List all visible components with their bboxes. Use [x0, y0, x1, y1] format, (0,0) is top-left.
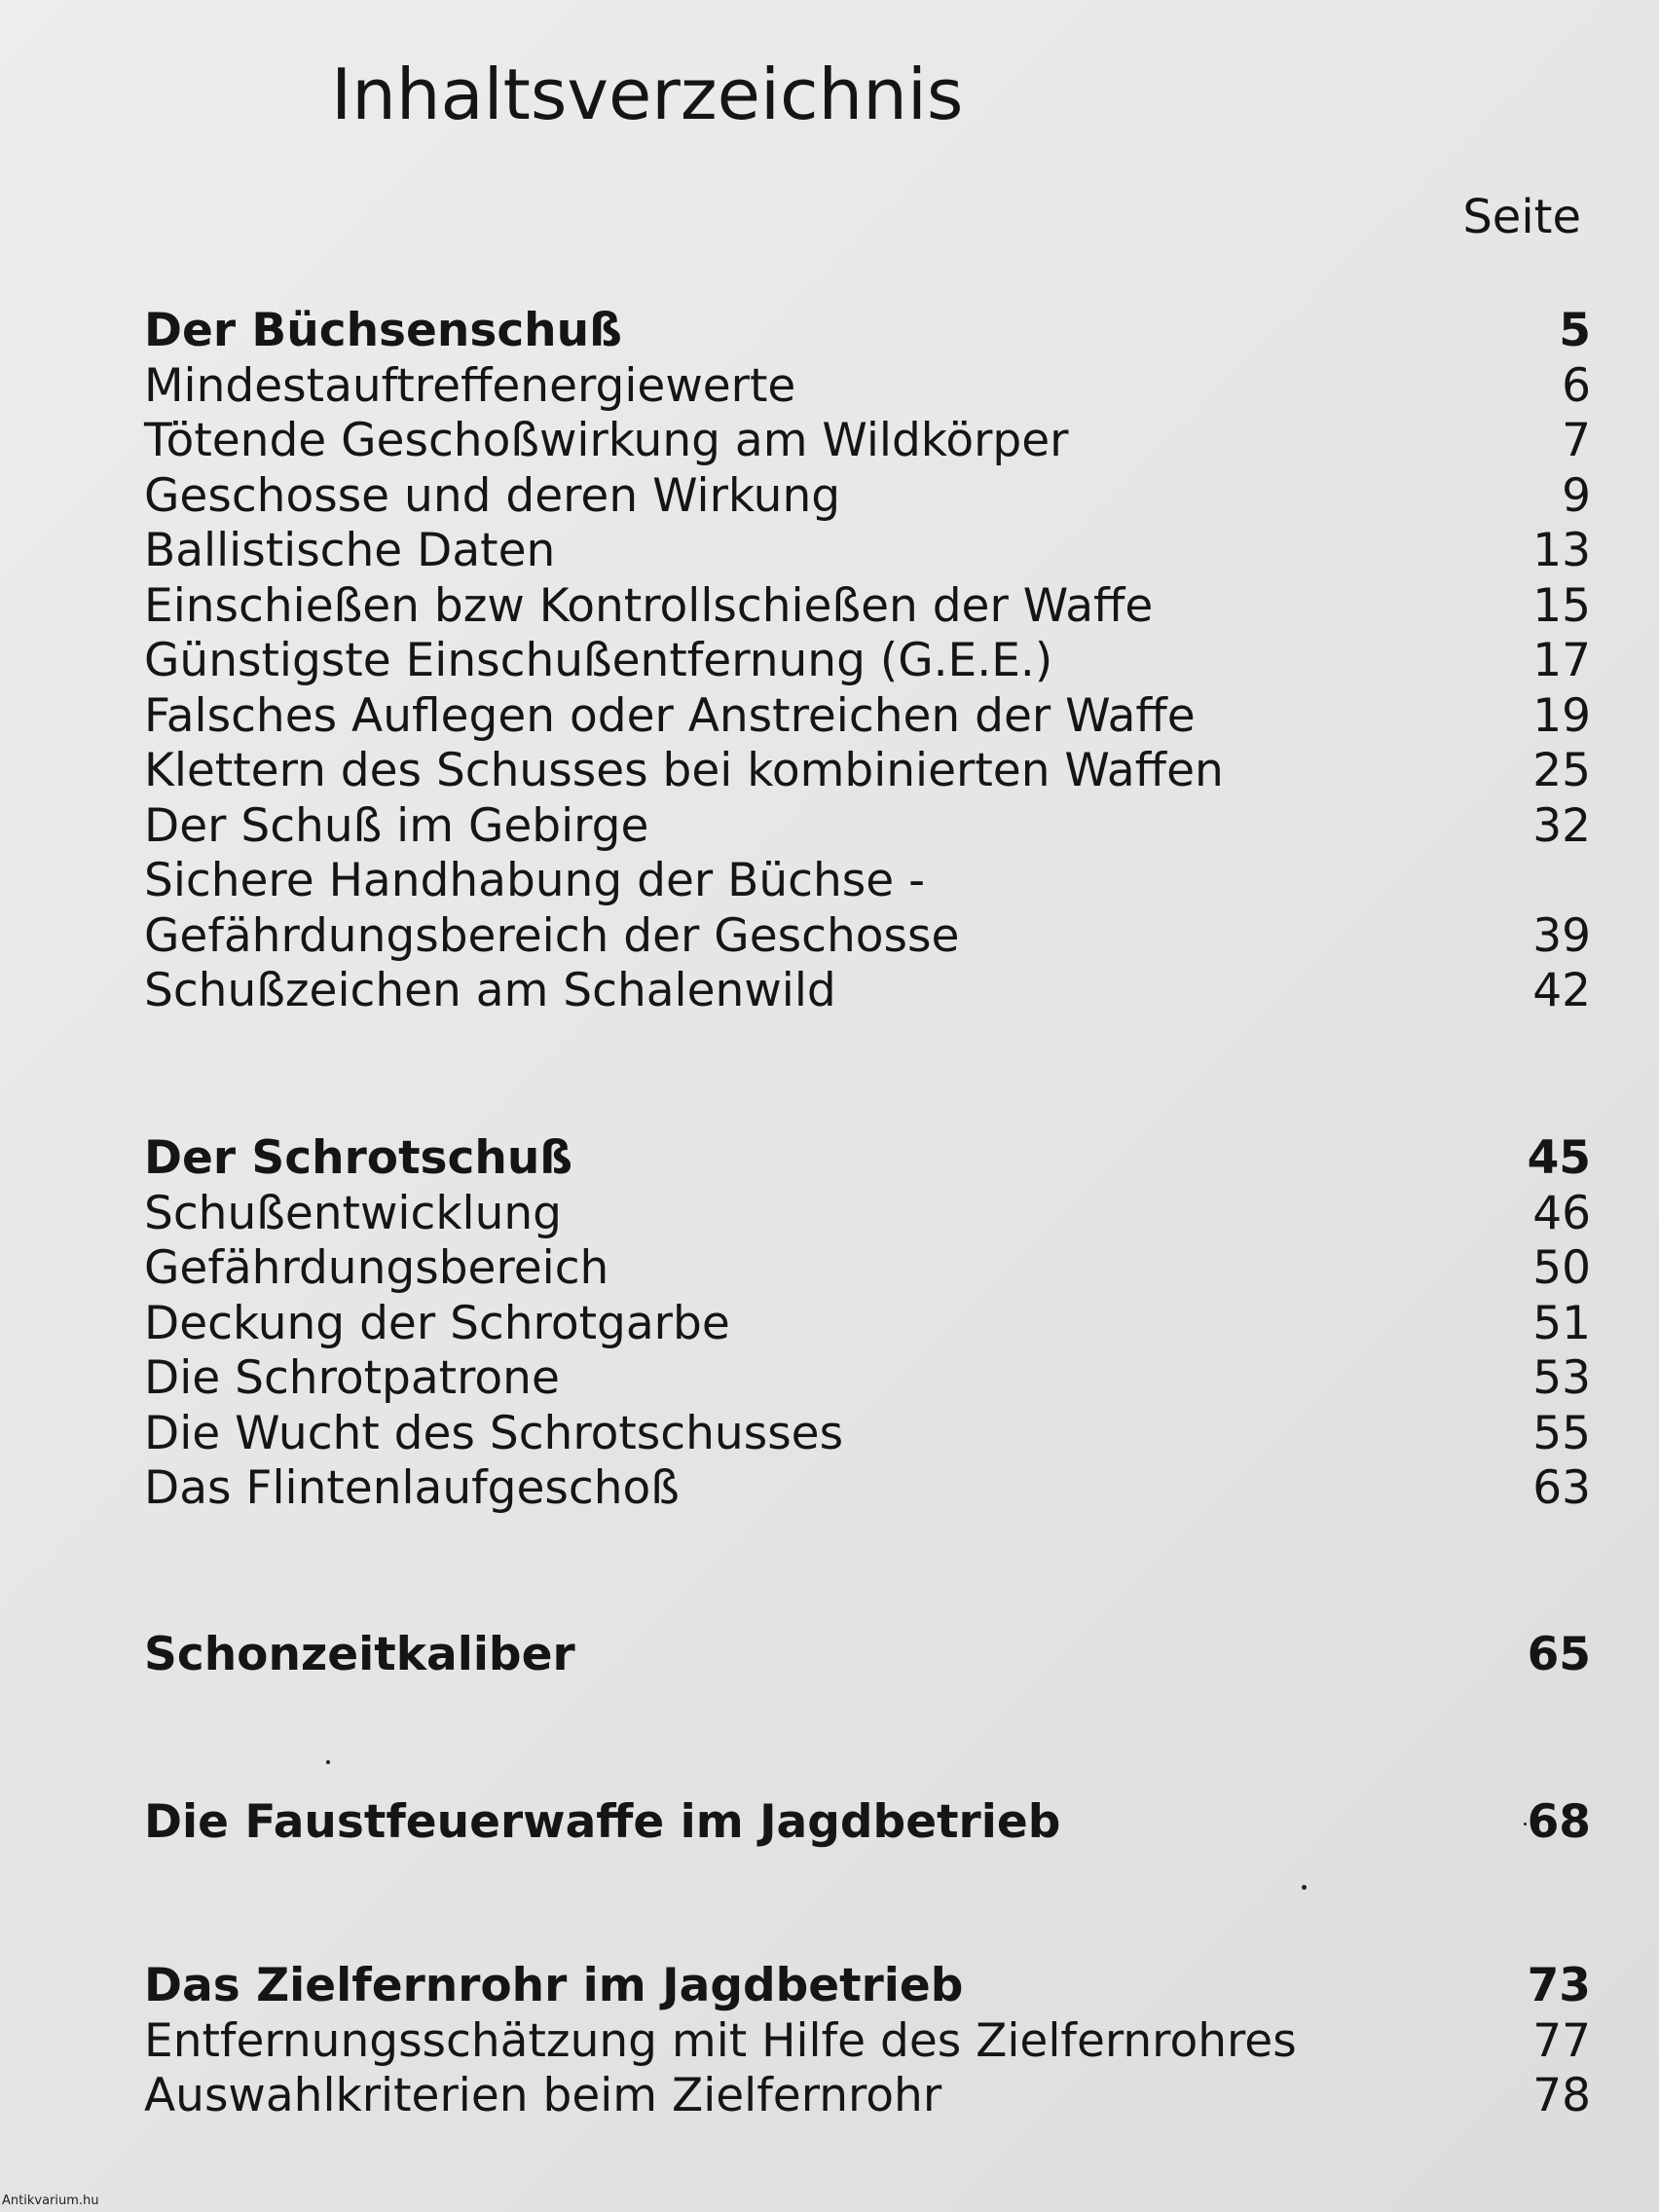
toc-entry[interactable]	[144, 689, 1591, 745]
toc-heading[interactable]	[144, 1628, 1591, 1683]
toc-entry-page: 77	[1532, 2013, 1591, 2068]
toc-entry-page: 51	[1532, 1296, 1591, 1350]
toc-entry-page: 55	[1532, 1406, 1591, 1460]
toc-entry-text: Mindestauftreffenergiewerte	[144, 358, 796, 413]
toc-entry-page: 53	[1532, 1351, 1591, 1405]
toc-entry-text: Entfernungsschätzung mit Hilfe des Zielfernrohres	[144, 2013, 1297, 2068]
toc-entry[interactable]	[144, 469, 1591, 525]
toc-entry-page: 42	[1532, 964, 1591, 1017]
toc-section-schonzeitkaliber	[144, 1628, 1591, 1683]
toc-heading-page: 45	[1527, 1131, 1591, 1185]
toc-entry[interactable]	[144, 1241, 1591, 1297]
toc-heading-text: Das Zielfernrohr im Jagdbetrieb	[144, 1959, 964, 2012]
page-title: Inhaltsverzeichnis	[331, 54, 964, 135]
toc-entry[interactable]	[144, 634, 1591, 689]
toc-entry[interactable]	[144, 1351, 1591, 1407]
page-column-label: Seite	[1462, 190, 1581, 244]
paper-speck	[1302, 1885, 1307, 1890]
paper-speck	[1524, 1823, 1527, 1825]
toc-heading-text: Der Büchsenschuß	[144, 304, 622, 357]
toc-entry-text: Günstigste Einschußentfernung (G.E.E.)	[144, 634, 1053, 687]
toc-entry-text: Klettern des Schusses bei kombinierten Waffen	[144, 744, 1224, 797]
toc-entry[interactable]	[144, 964, 1591, 1019]
toc-entry-text: Deckung der Schrotgarbe	[144, 1296, 730, 1350]
toc-entry[interactable]	[144, 799, 1591, 855]
toc-heading-page: 73	[1527, 1959, 1591, 2012]
toc-entry[interactable]	[144, 744, 1591, 799]
toc-entry-text: Schußentwicklung	[144, 1186, 563, 1240]
toc-entry-text: Tötende Geschoßwirkung am Wildkörper	[144, 414, 1069, 467]
toc-entry-page: 78	[1532, 2069, 1591, 2122]
toc-heading[interactable]	[144, 1795, 1591, 1851]
toc-section-zielfernrohr	[144, 1959, 1591, 2124]
toc-entry[interactable]	[144, 524, 1591, 579]
toc-entry-page: 50	[1532, 1241, 1591, 1295]
toc-entry-page: 15	[1532, 578, 1591, 633]
toc-heading[interactable]	[144, 304, 1591, 359]
toc-heading-text: Der Schrotschuß	[144, 1131, 573, 1185]
toc-entry-text: Die Schrotpatrone	[144, 1351, 560, 1405]
toc-entry[interactable]	[144, 1187, 1591, 1242]
toc-entry-page: 13	[1532, 524, 1591, 577]
toc-entry-page: 63	[1532, 1461, 1591, 1515]
toc-entry-page: 6	[1562, 358, 1591, 413]
toc-heading-page: 65	[1527, 1628, 1591, 1681]
toc-entry[interactable]	[144, 909, 1591, 965]
toc-entry[interactable]	[144, 579, 1591, 635]
toc-entry-page: 25	[1532, 744, 1591, 797]
toc-entry-page: 7	[1562, 414, 1591, 467]
toc-heading[interactable]	[144, 1959, 1591, 2014]
toc-entry-text: Geschosse und deren Wirkung	[144, 468, 841, 523]
toc-entry-text: Das Flintenlaufgeschoß	[144, 1461, 680, 1515]
toc-entry-text: Der Schuß im Gebirge	[144, 798, 649, 853]
toc-entry-text: Gefährdungsbereich der Geschosse	[144, 908, 960, 963]
toc-entry-page: 46	[1532, 1186, 1591, 1240]
toc-entry-text: Ballistische Daten	[144, 524, 556, 577]
toc-entry-page: 9	[1562, 468, 1591, 523]
toc-entry-page: 19	[1532, 688, 1591, 743]
toc-entry-text: Die Wucht des Schrotschusses	[144, 1406, 844, 1460]
toc-section-schrotschuss	[144, 1131, 1591, 1517]
toc-entry[interactable]	[144, 1461, 1591, 1517]
toc-heading-page: 5	[1559, 304, 1591, 357]
toc-heading-page: 68	[1527, 1795, 1591, 1849]
toc-entry-text: Falsches Auflegen oder Anstreichen der Waffe	[144, 688, 1196, 743]
toc-entry-text: Sichere Handhabung der Büchse -	[144, 854, 926, 907]
toc-entry[interactable]	[144, 854, 1591, 909]
toc-heading[interactable]	[144, 1131, 1591, 1187]
toc-section-faustfeuerwaffe	[144, 1795, 1591, 1851]
toc-heading-text: Die Faustfeuerwaffe im Jagdbetrieb	[144, 1795, 1061, 1849]
toc-entry[interactable]	[144, 359, 1591, 415]
toc-entry-text: Schußzeichen am Schalenwild	[144, 964, 836, 1017]
toc-entry-text: Auswahlkriterien beim Zielfernrohr	[144, 2069, 942, 2122]
toc-entry[interactable]	[144, 414, 1591, 469]
toc-entry-text: Gefährdungsbereich	[144, 1241, 609, 1295]
toc-section-buechsenschuss	[144, 304, 1591, 1019]
toc-entry[interactable]	[144, 1297, 1591, 1352]
toc-entry-page: 32	[1532, 798, 1591, 853]
toc-entry[interactable]	[144, 2014, 1591, 2070]
toc-entry-text: Einschießen bzw Kontrollschießen der Waffe	[144, 578, 1154, 633]
watermark: Antikvarium.hu	[2, 2194, 99, 2208]
toc-entry[interactable]	[144, 1407, 1591, 1462]
toc-entry[interactable]	[144, 2069, 1591, 2124]
toc-heading-text: Schonzeitkaliber	[144, 1628, 575, 1681]
toc-entry-page: 39	[1532, 908, 1591, 963]
toc-entry-page: 17	[1532, 634, 1591, 687]
paper-speck	[326, 1760, 330, 1764]
